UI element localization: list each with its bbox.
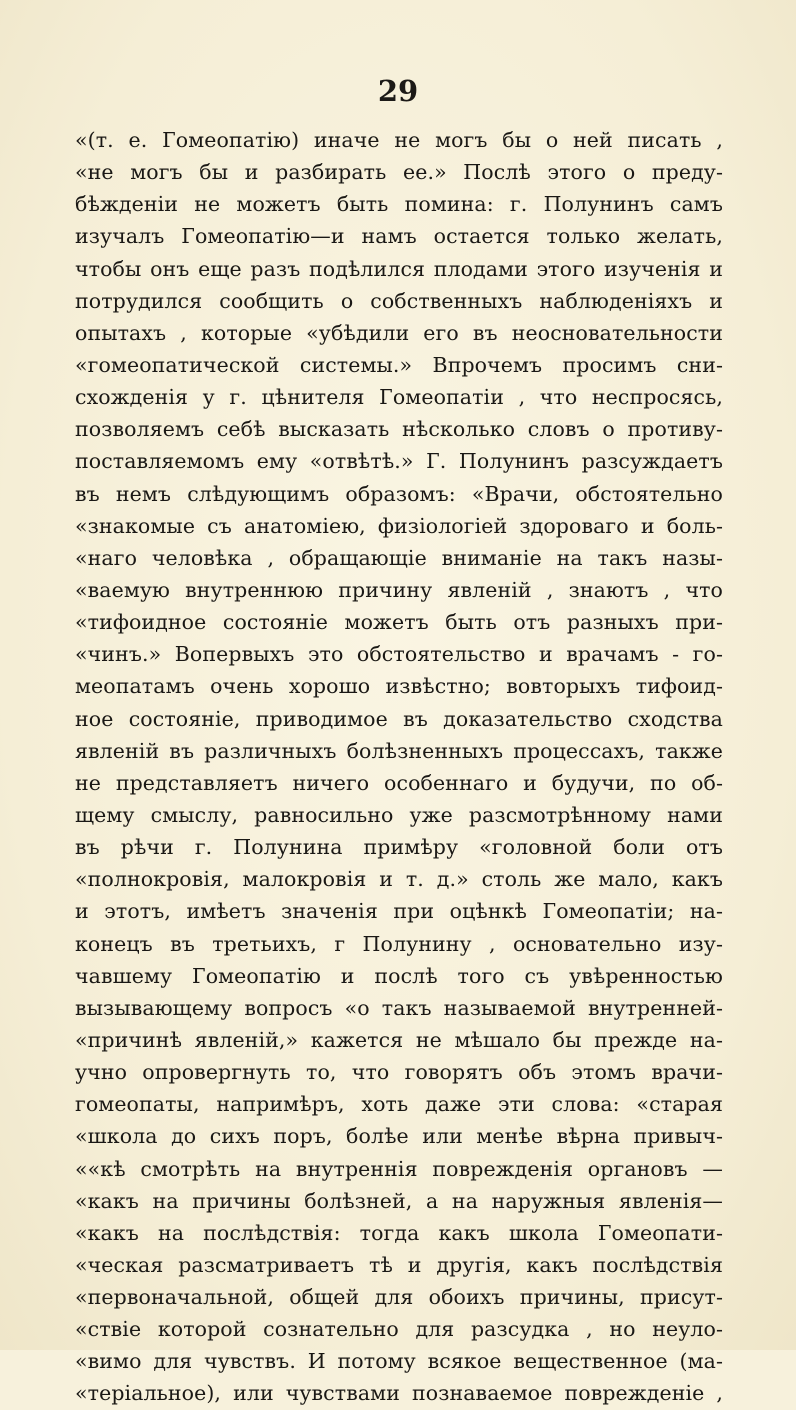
text-line: опытахъ , которые «убѣдили его въ неосновательности bbox=[75, 320, 723, 345]
page-number: 29 bbox=[377, 74, 419, 108]
text-line: «причинѣ явленій,» кажется не мѣшало бы прежде на- bbox=[75, 1027, 723, 1052]
text-line: «тифоидное состояніе можетъ быть отъ разныхъ при- bbox=[75, 610, 723, 635]
text-line: «ствіе которой сознательно для разсудка , но неуло- bbox=[75, 1317, 723, 1342]
text-line: щему смыслу, равносильно уже разсмотрѣнному нами bbox=[75, 802, 723, 827]
text-line: потрудился сообщить о собственныхъ наблюденіяхъ и bbox=[75, 288, 723, 313]
text-line: въ немъ слѣдующимъ образомъ: «Врачи, обстоятельно bbox=[75, 481, 723, 506]
text-line: и этотъ, имѣетъ значенія при оцѣнкѣ Гомеопатіи; на- bbox=[75, 899, 723, 924]
text-line: явленій въ различныхъ болѣзненныхъ процессахъ, также bbox=[75, 738, 723, 763]
text-line: не представляетъ ничего особеннаго и будучи, по об- bbox=[75, 770, 723, 795]
text-line: «какъ на послѣдствія: тогда какъ школа Гомеопати- bbox=[75, 1220, 723, 1245]
text-line: «гомеопатической системы.» Впрочемъ просимъ сни- bbox=[75, 352, 723, 377]
text-line: «школа до сихъ поръ, болѣе или менѣе вѣрна привыч- bbox=[75, 1124, 723, 1149]
text-line: «знакомые съ анатоміею, физіологіей здороваго и боль- bbox=[75, 513, 723, 538]
text-line: схожденія у г. цѣнителя Гомеопатіи , что неспросясь, bbox=[75, 385, 723, 410]
text-line: ««кѣ смотрѣть на внутреннія поврежденія органовъ — bbox=[75, 1156, 723, 1181]
text-line: «наго человѣка , обращающіе вниманіе на такъ назы- bbox=[75, 545, 723, 570]
body-text bbox=[75, 124, 723, 1410]
text-line: ное состояніе, приводимое въ доказательство сходства bbox=[75, 706, 723, 731]
text-line: конецъ въ третьихъ, г Полунину , основательно изу- bbox=[75, 931, 723, 956]
text-line: «чинъ.» Вопервыхъ это обстоятельство и врачамъ - го- bbox=[75, 642, 723, 667]
text-line: «вимо для чувствъ. И потому всякое вещественное (ма- bbox=[75, 1349, 723, 1374]
text-line: меопатамъ очень хорошо извѣстно; вовторыхъ тифоид- bbox=[75, 674, 723, 699]
text-line: «ваемую внутреннюю причину явленій , знаютъ , что bbox=[75, 577, 723, 602]
text-line: «ческая разсматриваетъ тѣ и другія, какъ послѣдствія bbox=[75, 1252, 723, 1277]
text-line: «какъ на причины болѣзней, а на наружныя явленія— bbox=[75, 1188, 723, 1213]
text-line: вызывающему вопросъ «о такъ называемой внутренней- bbox=[75, 995, 723, 1020]
text-line: бѣжденіи не можетъ быть помина: г. Полунинъ самъ bbox=[75, 192, 723, 217]
text-line: поставляемомъ ему «отвѣтѣ.» Г. Полунинъ разсуждаетъ bbox=[75, 449, 723, 474]
text-line: «полнокровія, малокровія и т. д.» столь же мало, какъ bbox=[75, 867, 723, 892]
text-line: изучалъ Гомеопатію—и намъ остается только желать, bbox=[75, 224, 723, 249]
text-line: «не могъ бы и разбирать ее.» Послѣ этого о преду- bbox=[75, 160, 723, 185]
text-line: позволяемъ себѣ высказать нѣсколько словъ о противу- bbox=[75, 417, 723, 442]
text-line: учно опровергнуть то, что говорятъ объ этомъ врачи- bbox=[75, 1060, 723, 1085]
text-line: въ рѣчи г. Полунина примѣру «головной боли отъ bbox=[75, 835, 723, 860]
text-line: чавшему Гомеопатію и послѣ того съ увѣренностью bbox=[75, 963, 723, 988]
text-line: «теріальное), или чувствами познаваемое поврежденіе , bbox=[75, 1381, 723, 1406]
text-line: гомеопаты, напримѣръ, хоть даже эти слова: «старая bbox=[75, 1092, 723, 1117]
text-line: чтобы онъ еще разъ подѣлился плодами этого изученія и bbox=[75, 256, 723, 281]
text-line: «первоначальной, общей для обоихъ причины, присут- bbox=[75, 1285, 723, 1310]
text-line: «(т. е. Гомеопатію) иначе не могъ бы о ней писать , bbox=[75, 128, 723, 152]
